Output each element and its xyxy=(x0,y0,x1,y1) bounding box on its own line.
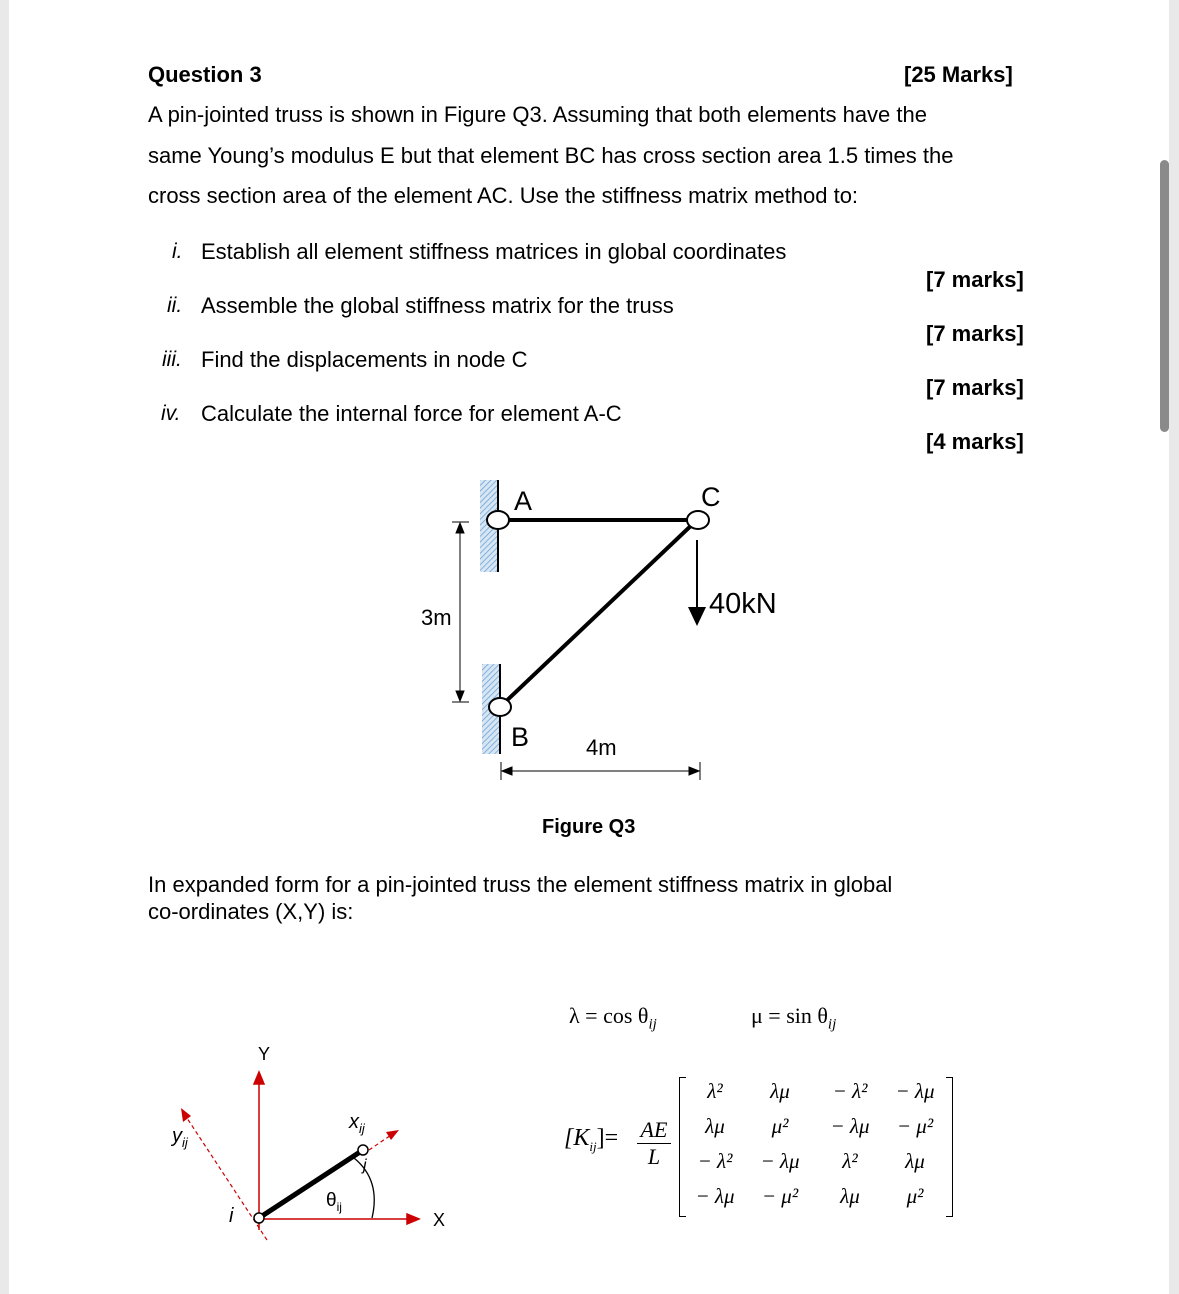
matrix-cell: λμ xyxy=(770,1079,790,1103)
question-title: Question 3 xyxy=(148,62,262,87)
theta-text: θ xyxy=(326,1190,337,1211)
task-text: Calculate the internal force for element A-C xyxy=(201,401,622,426)
task-number: ii. xyxy=(167,294,183,317)
truss-figure xyxy=(9,0,1169,800)
matrix-cell: λ² xyxy=(707,1079,723,1103)
matrix-cell: λμ xyxy=(840,1184,860,1208)
local-x-sub: ij xyxy=(359,1121,365,1136)
intro-line: same Young’s modulus E but that element BC has cross section area 1.5 times the xyxy=(148,142,954,168)
matrix-cell: λμ xyxy=(905,1149,925,1173)
node-i-label: i xyxy=(229,1205,234,1227)
task-number: iv. xyxy=(161,402,181,425)
mu-text: μ = sin θ xyxy=(751,1003,828,1028)
matrix-cell: − μ² xyxy=(761,1184,799,1208)
fraction-numerator: AE xyxy=(637,1117,671,1144)
intro-line: A pin-jointed truss is shown in Figure Q3. Assuming that both elements have the xyxy=(148,102,927,127)
expanded-line: co-ordinates (X,Y) is: xyxy=(148,899,354,924)
formula-lhs xyxy=(564,1125,618,1155)
global-y-label: Y xyxy=(258,1044,271,1064)
matrix-cell: μ² xyxy=(771,1114,789,1138)
local-axes xyxy=(181,1108,399,1240)
node-i-pin xyxy=(254,1213,264,1223)
node-a-pin xyxy=(487,511,509,529)
element-bar xyxy=(259,1150,363,1218)
matrix-cell: λ² xyxy=(842,1149,858,1173)
task-marks: [7 marks] xyxy=(926,375,1024,400)
matrix-cell: − λμ xyxy=(760,1149,800,1173)
node-b-pin xyxy=(489,698,511,716)
mu-sub: ij xyxy=(827,1016,837,1033)
matrix-cell: − λμ xyxy=(695,1184,735,1208)
lhs-close: ]= xyxy=(596,1125,619,1151)
task-number: iii. xyxy=(162,348,182,371)
fraction-denominator: L xyxy=(647,1144,661,1169)
mu-definition xyxy=(751,1003,836,1033)
theta-label xyxy=(326,1190,342,1214)
element-axes-diagram xyxy=(9,1030,509,1250)
matrix-right-bracket xyxy=(946,1077,953,1217)
lambda-sub: ij xyxy=(648,1016,657,1033)
task-marks: [7 marks] xyxy=(926,321,1024,346)
width-label: 4m xyxy=(586,735,617,760)
expanded-text xyxy=(148,871,892,925)
lhs-sub: ij xyxy=(589,1138,597,1154)
height-dimension xyxy=(452,522,469,702)
matrix-cell: − λμ xyxy=(895,1079,935,1103)
lhs-k: [K xyxy=(564,1125,590,1151)
matrix-cell: − λ² xyxy=(697,1149,733,1173)
lambda-definition xyxy=(569,1003,657,1033)
task-text: Find the displacements in node C xyxy=(201,347,528,372)
local-y-sub: ij xyxy=(182,1135,188,1150)
node-j-label: j xyxy=(363,1157,367,1174)
task-number: i. xyxy=(172,240,183,263)
width-dimension xyxy=(501,762,700,780)
task-marks: [4 marks] xyxy=(926,429,1024,454)
question-marks: [25 Marks] xyxy=(904,62,1013,87)
theta-sub: ij xyxy=(336,1200,342,1214)
scrollbar[interactable] xyxy=(1160,160,1169,432)
intro-line: cross section area of the element AC. Use the stiffness matrix method to: xyxy=(148,183,859,208)
lambda-text: λ = cos θ xyxy=(569,1003,649,1028)
matrix-cell: μ² xyxy=(906,1184,924,1208)
load-label: 40kN xyxy=(709,588,777,620)
node-a-label: A xyxy=(514,486,533,516)
node-c-label: C xyxy=(701,482,721,512)
matrix-cell: − λμ xyxy=(830,1114,870,1138)
task-marks: [7 marks] xyxy=(926,267,1024,292)
matrix-cell: λμ xyxy=(705,1114,725,1138)
figure-caption: Figure Q3 xyxy=(542,816,636,838)
node-b-label: B xyxy=(511,722,530,752)
expanded-line: In expanded form for a pin-jointed truss the element stiffness matrix in global xyxy=(148,872,893,897)
load-arrow-icon xyxy=(688,540,706,626)
task-text: Establish all element stiffness matrices in global coordinates xyxy=(201,239,787,264)
document-page xyxy=(9,0,1169,1294)
formula-fraction xyxy=(637,1117,671,1170)
height-label: 3m xyxy=(421,605,452,630)
task-text: Assemble the global stiffness matrix for the truss xyxy=(201,293,674,318)
node-c-pin xyxy=(687,511,709,529)
node-j-pin xyxy=(358,1145,368,1155)
matrix-cell: − μ² xyxy=(896,1114,934,1138)
local-x-label xyxy=(348,1111,366,1136)
member-bc xyxy=(500,520,697,707)
matrix-cell: − λ² xyxy=(832,1079,868,1103)
local-y-label xyxy=(170,1125,189,1150)
local-x-text: x xyxy=(349,1111,359,1133)
stiffness-matrix xyxy=(684,1077,949,1217)
global-x-label: X xyxy=(433,1210,446,1230)
local-y-text: y xyxy=(172,1125,182,1147)
